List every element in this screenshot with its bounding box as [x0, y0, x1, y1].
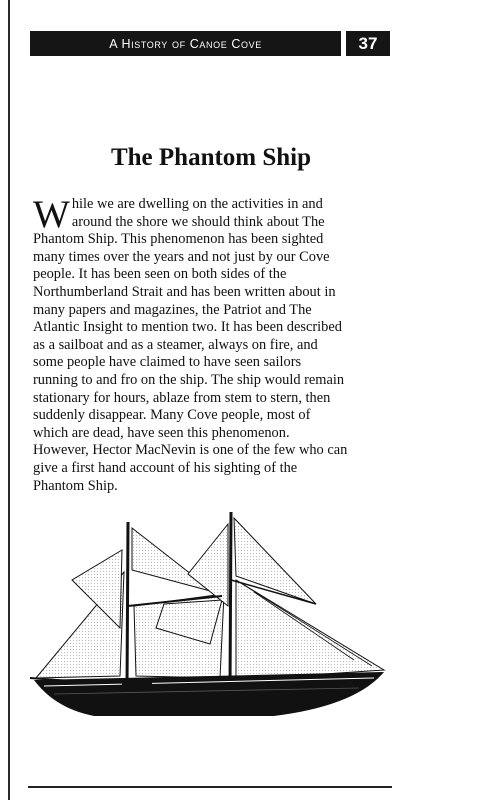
text-line: around the shore we should think about The: [71, 213, 325, 230]
text-line: people. It has been seen on both sides of the: [33, 266, 287, 283]
drop-cap: W: [33, 193, 70, 236]
body-paragraph: [33, 193, 391, 495]
text-line: stationary for hours, ablaze from stem to stern, then: [33, 389, 331, 406]
running-title: A History of Canoe Cove: [109, 36, 262, 51]
text-line: as a sailboat and as a steamer, always on fire, and: [33, 336, 318, 353]
running-header: [30, 31, 341, 56]
text-line: Phantom Ship. This phenomenon has been sighted: [33, 231, 324, 248]
text-line: running to and fro on the ship. The ship would remain: [33, 371, 345, 388]
text-line: many papers and magazines, the Patriot and The: [33, 301, 312, 318]
chapter-title: The Phantom Ship: [110, 144, 312, 171]
schooner-illustration: [24, 510, 394, 728]
foremast: [127, 522, 128, 688]
text-line: hile we are dwelling on the activities in and: [71, 196, 323, 212]
text-line: Northumberland Strait and has been written about in: [33, 283, 336, 300]
text-line: give a first hand account of his sighting of the: [33, 459, 298, 476]
mainmast: [230, 512, 231, 688]
text-line: Atlantic Insight to mention two. It has been described: [33, 319, 342, 336]
text-line: many times over the years and not just by our Cove: [33, 248, 330, 265]
text-line: suddenly disappear. Many Cove people, most of: [33, 407, 311, 424]
page-number-box: [346, 31, 390, 56]
text-line: However, Hector MacNevin is one of the few who can: [33, 442, 348, 459]
text-line: some people have claimed to have seen sailors: [33, 354, 302, 371]
text-line: Phantom Ship.: [33, 477, 118, 494]
page-number: 37: [358, 33, 378, 53]
page-edge-rule: [8, 0, 10, 800]
bottom-rule: [28, 786, 392, 788]
text-line: which are dead, have seen this phenomenon.: [33, 424, 290, 441]
main-staysail: [188, 524, 228, 606]
